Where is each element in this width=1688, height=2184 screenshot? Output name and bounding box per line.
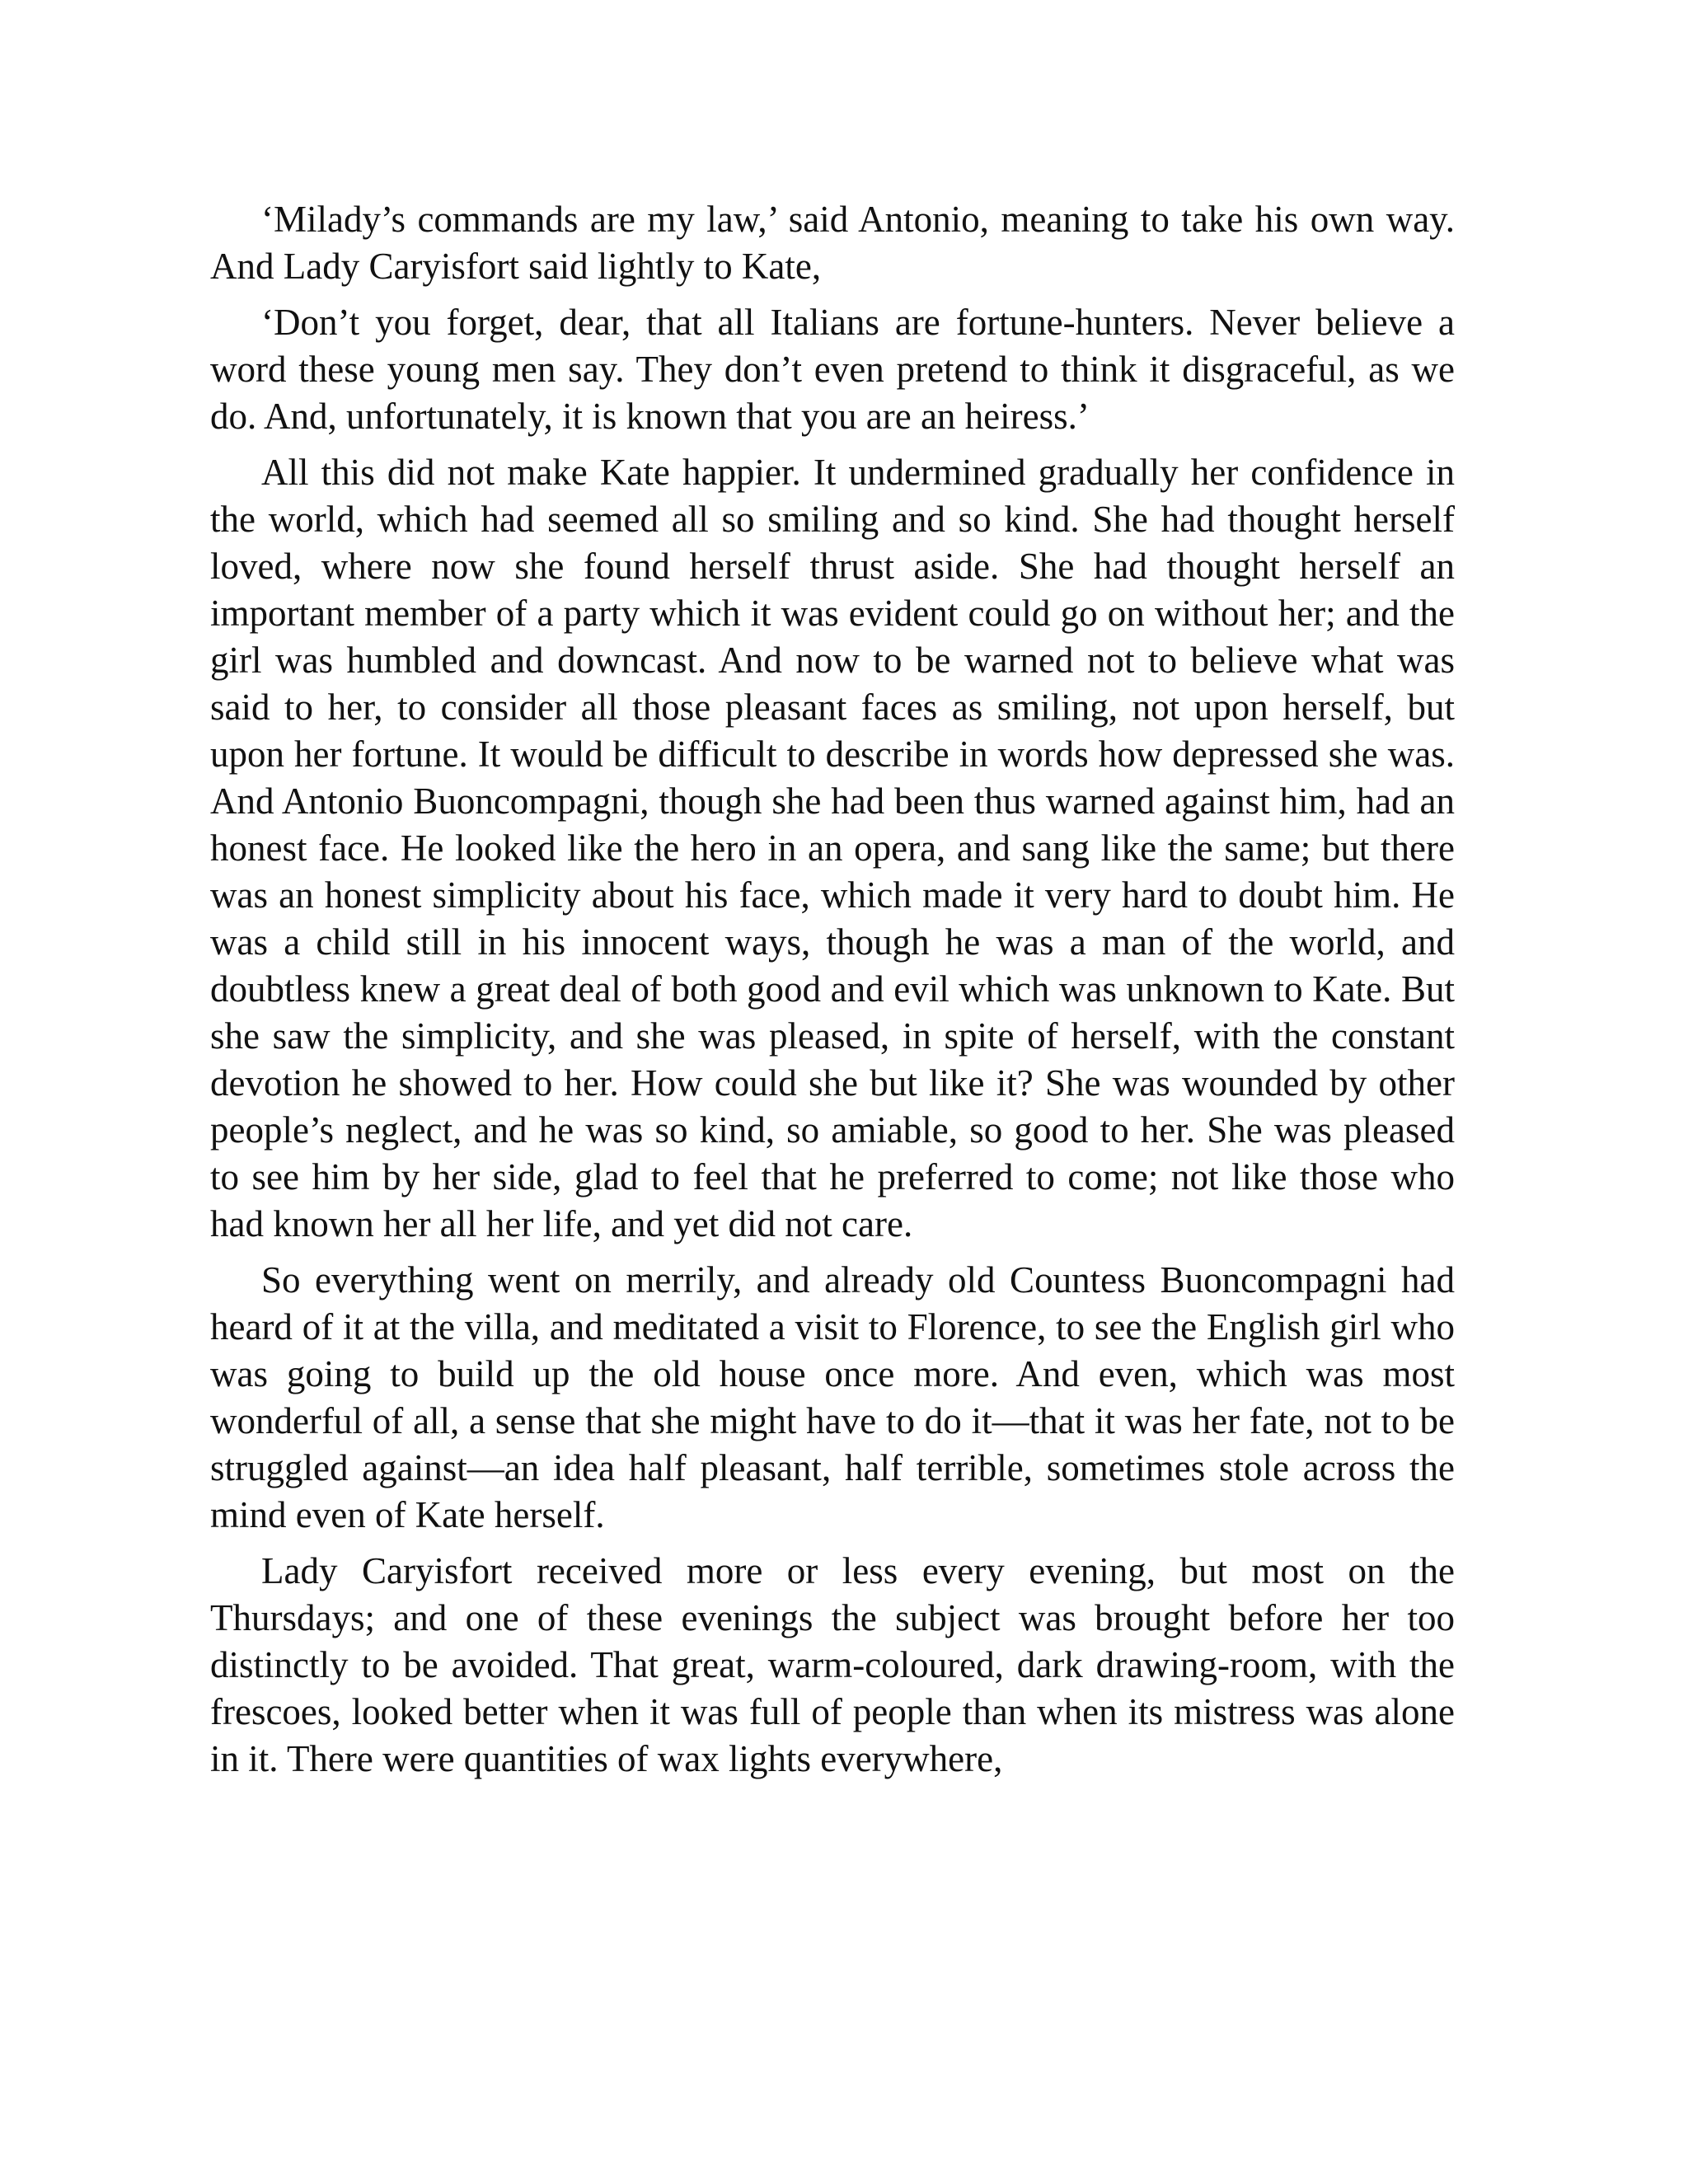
book-page <box>210 196 1455 1783</box>
paragraph: Lady Caryisfort received more or less every evening, but most on the Thursdays; and one of these evenings the subject was brought before her too distinctly to be avoided. That great, warm-coloured, dark drawing-room, with the frescoes, looked better when it was full of people than when its mistress was alone in it. There were quantities of wax lights everywhere, <box>210 1550 1455 1779</box>
paragraph: All this did not make Kate happier. It undermined gradually her confidence in the world, which had seemed all so smiling and so kind. She had thought herself loved, where now she found herself thrust aside. She had thought herself an important member of a party which it was evident could go on without her; and the girl was humbled and downcast. And now to be warned not to believe what was said to her, to consider all those pleasant faces as smiling, not upon herself, but upon her fortune. It would be difficult to describe in words how depressed she was. And Antonio Buoncompagni, though she had been thus warned against him, had an honest face. He looked like the hero in an opera, and sang like the same; but there was an honest simplicity about his face, which made it very hard to doubt him. He was a child still in his innocent ways, though he was a man of the world, and doubtless knew a great deal of both good and evil which was unknown to Kate. But she saw the simplicity, and she was pleased, in spite of herself, with the constant devotion he showed to her. How could she but like it? She was wounded by other people’s neglect, and he was so kind, so amiable, so good to her. She was pleased to see him by her side, glad to feel that he preferred to come; not like those who had known her all her life, and yet did not care. <box>210 452 1455 1244</box>
paragraph: ‘Don’t you forget, dear, that all Italians are fortune-hunters. Never believe a word these young men say. They don’t even pretend to think it disgraceful, as we do. And, unfortunately, it is known that you are an heiress.’ <box>210 302 1455 437</box>
paragraph: ‘Milady’s commands are my law,’ said Antonio, meaning to take his own way. And Lady Caryisfort said lightly to Kate, <box>210 199 1455 287</box>
paragraph: So everything went on merrily, and already old Countess Buoncompagni had heard of it at the villa, and meditated a visit to Florence, to see the English girl who was going to build up the old house once more. And even, which was most wonderful of all, a sense that she might have to do it—that it was her fate, not to be struggled against—an idea half pleasant, half terrible, sometimes stole across the mind even of Kate herself. <box>210 1259 1455 1535</box>
